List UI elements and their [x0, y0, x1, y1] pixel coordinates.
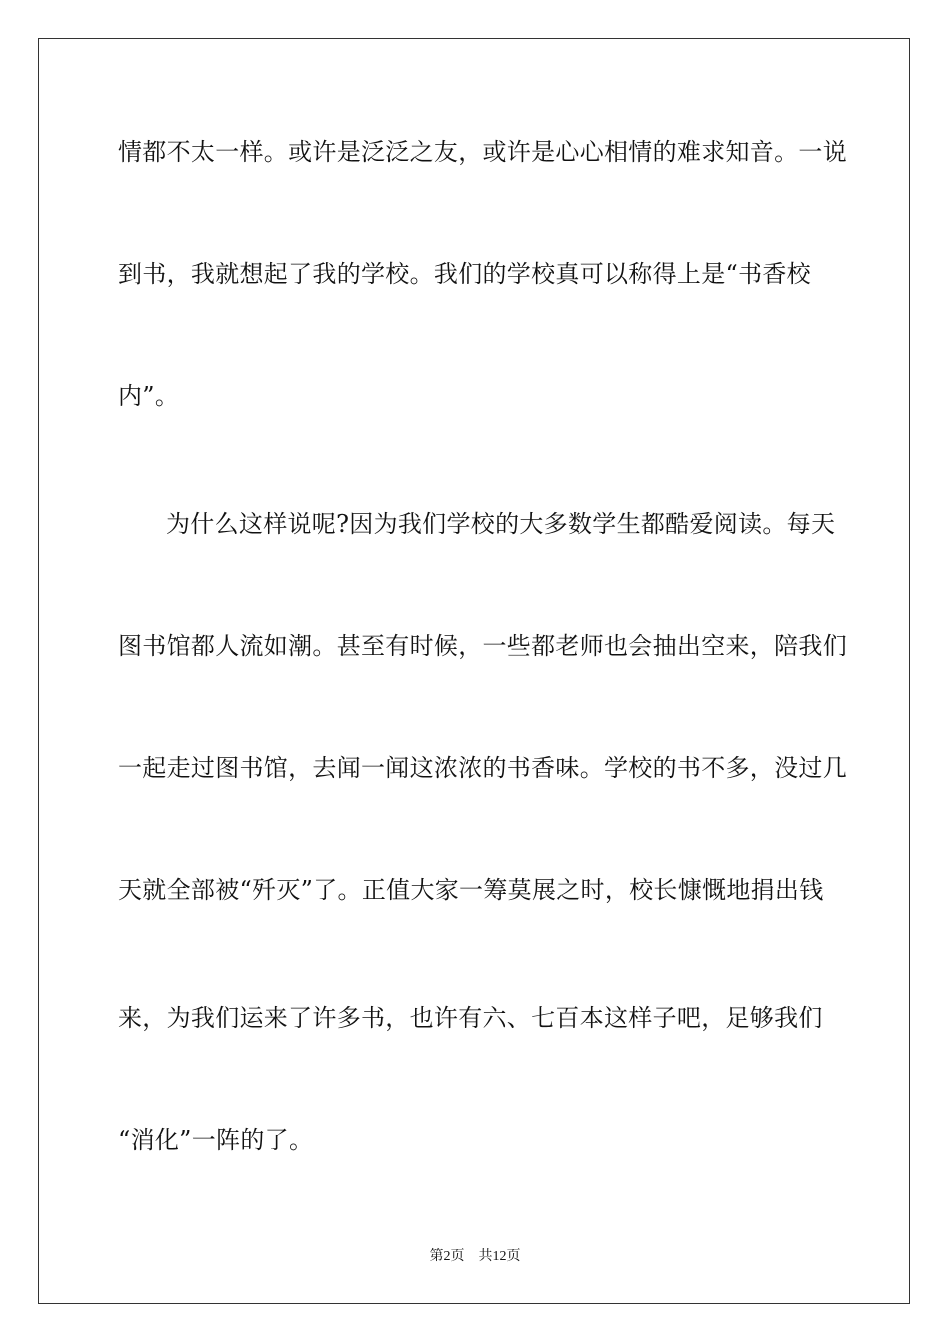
paragraph-first-line: 为什么这样说呢?因为我们学校的大多数学生都酷爱阅读。每天 [166, 510, 836, 538]
text-line: 天就全部被“歼灭”了。正值大家一筹莫展之时，校长慷慨地捐出钱 [118, 876, 824, 904]
page-footer [0, 1248, 950, 1266]
text-line: “消化”一阵的了。 [118, 1126, 314, 1154]
page-number: 第2页 [429, 1249, 465, 1264]
text-line: 来，为我们运来了许多书，也许有六、七百本这样子吧，足够我们 [118, 1004, 823, 1032]
text-line: 情都不太一样。或许是泛泛之友，或许是心心相情的难求知音。一说 [118, 138, 847, 166]
text-line: 图书馆都人流如潮。甚至有时候，一些都老师也会抽出空来，陪我们 [118, 632, 847, 660]
page-total: 共12页 [478, 1249, 521, 1264]
text-line: 一起走过图书馆，去闻一闻这浓浓的书香味。学校的书不多，没过几 [118, 754, 847, 782]
text-line: 内”。 [118, 382, 180, 410]
text-line: 到书，我就想起了我的学校。我们的学校真可以称得上是“书香校 [118, 260, 811, 288]
page-frame [38, 38, 910, 1304]
